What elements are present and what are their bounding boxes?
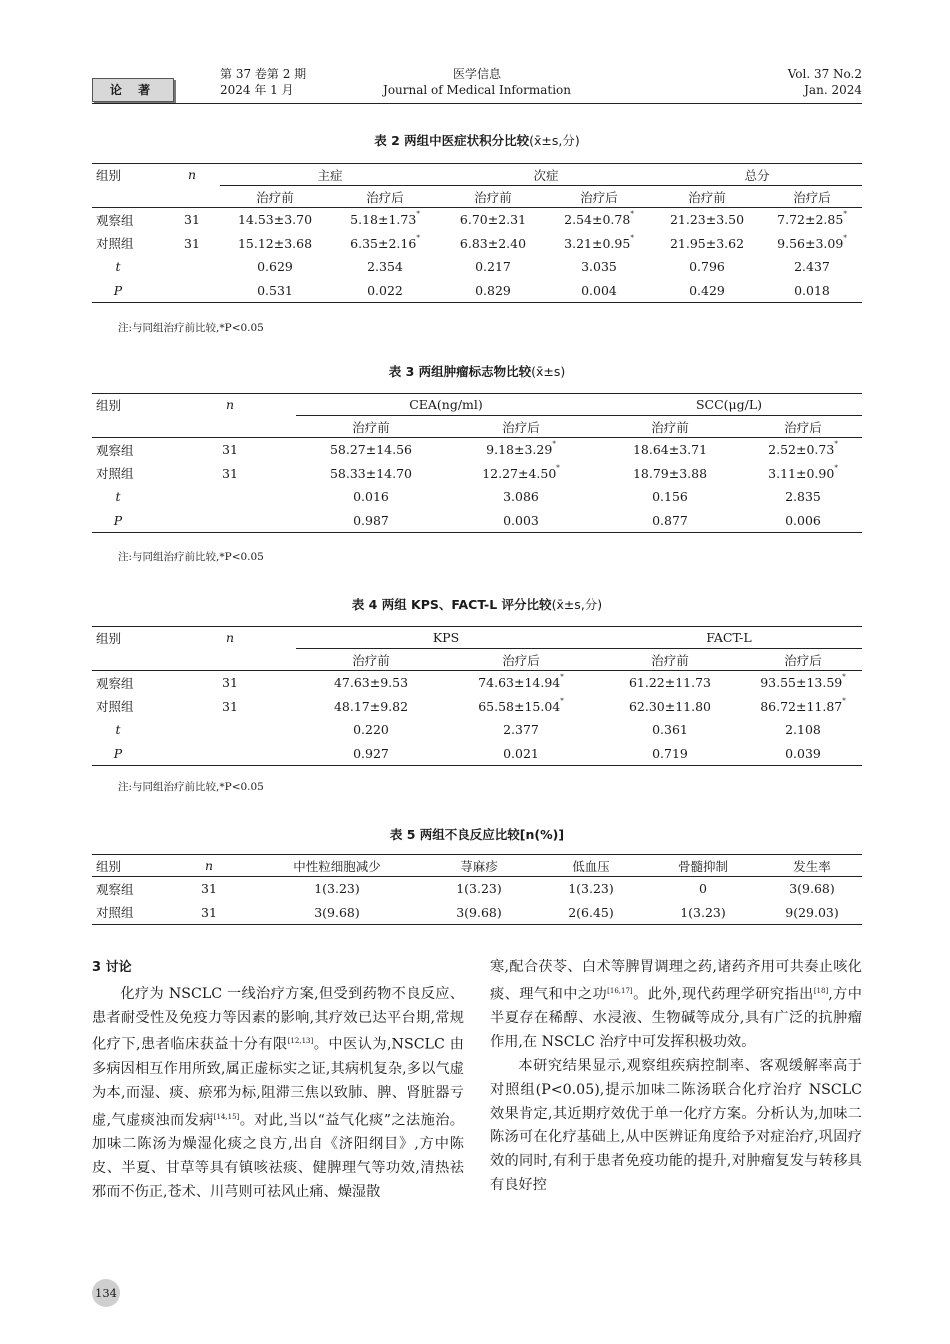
n-cell xyxy=(164,742,296,766)
cell-value: 3.11±0.90 xyxy=(768,465,835,481)
group-header: 次症 xyxy=(440,164,652,186)
significance-mark: * xyxy=(552,440,556,449)
journal-cn: 医学信息 xyxy=(452,67,501,81)
row-label: 观察组 xyxy=(96,212,134,228)
citation: [12,13] xyxy=(287,1037,314,1046)
table-cell xyxy=(546,279,652,303)
text-run: 化疗为 NSCLC 一线治疗方案,但受到药物不良反应、患者耐受性及免疫力等因素的影响,其疗效已达平台期,常规化疗下,患者临床获益十分有限 xyxy=(92,985,464,1054)
citation: [14,15] xyxy=(213,1112,240,1121)
header-journal xyxy=(92,66,862,98)
table2-title-text: 表 2 两组中医症状积分比较 xyxy=(374,133,530,148)
table-row xyxy=(92,438,862,462)
cell-value: 62.30±11.80 xyxy=(628,698,712,714)
cell-value: 5.18±1.73 xyxy=(350,212,417,228)
header-rule xyxy=(92,103,862,104)
table3-title-text: 表 3 两组肿瘤标志物比较 xyxy=(388,364,532,379)
citation: [18] xyxy=(813,986,829,995)
table-cell xyxy=(744,509,862,533)
table-cell: 31 xyxy=(201,881,217,897)
n-cell: 31 xyxy=(222,675,238,691)
blank-cell xyxy=(164,416,296,438)
cell-value: 47.63±9.53 xyxy=(333,675,409,691)
cell-value: 2.835 xyxy=(785,489,821,505)
text-run: 。此外,现代药理学研究指出 xyxy=(632,986,814,1003)
table-cell xyxy=(296,462,446,486)
significance-mark: * xyxy=(416,210,420,219)
cell-value: 3.21±0.95 xyxy=(564,235,631,251)
subcol-header: 治疗前 xyxy=(296,649,446,671)
row-label: P xyxy=(92,279,164,303)
group-header: 主症 xyxy=(220,164,440,186)
table-cell: 3(9.68) xyxy=(789,881,835,897)
table-cell xyxy=(744,485,862,509)
body-paragraph xyxy=(490,956,862,1055)
row-label: 对照组 xyxy=(96,699,134,715)
table-row xyxy=(92,279,862,303)
col-n: n xyxy=(164,855,254,877)
table-cell: 1(3.23) xyxy=(456,881,502,897)
cell-value: 0.361 xyxy=(652,722,688,738)
table-cell xyxy=(652,232,762,256)
col-n: n xyxy=(164,164,220,186)
date-en: Jan. 2024 xyxy=(804,83,862,97)
table5-title xyxy=(92,825,862,843)
cell-value: 0.004 xyxy=(581,282,617,298)
table2-note: 注:与同组治疗前比较,*P<0.05 xyxy=(118,322,264,334)
cell-value: 2.437 xyxy=(794,259,830,275)
table-row xyxy=(92,695,862,719)
table-cell xyxy=(220,208,330,232)
cell-value: 2.377 xyxy=(503,722,539,738)
subcol-header: 治疗前 xyxy=(220,186,330,208)
cell-value: 65.58±15.04 xyxy=(478,698,561,714)
table-row xyxy=(92,232,862,256)
col-group: 组别 xyxy=(92,394,164,416)
table-cell xyxy=(596,485,744,509)
body-paragraph xyxy=(92,983,464,1205)
cell-value: 18.64±3.71 xyxy=(632,442,708,458)
header-volume-en xyxy=(788,66,862,98)
cell-value: 2.354 xyxy=(367,259,403,275)
table-cell xyxy=(446,695,596,719)
group-header: FACT-L xyxy=(596,627,862,649)
cell-value: 0.877 xyxy=(652,512,688,528)
cell-value: 7.72±2.85 xyxy=(777,212,844,228)
subcol-header: 治疗前 xyxy=(652,186,762,208)
table-cell: 1(3.23) xyxy=(314,881,360,897)
table-cell xyxy=(330,255,440,279)
cell-value: 0.429 xyxy=(689,282,725,298)
col-n: n xyxy=(164,627,296,649)
cell-value: 0.003 xyxy=(503,512,539,528)
table-cell xyxy=(446,462,596,486)
group-header: CEA(ng/ml) xyxy=(296,394,596,416)
cell-value: 0.156 xyxy=(652,489,688,505)
cell-value: 15.12±3.68 xyxy=(237,235,313,251)
cell-value: 0.016 xyxy=(353,489,389,505)
cell-value: 48.17±9.82 xyxy=(333,698,409,714)
col-header: 发生率 xyxy=(762,855,862,877)
table3-title xyxy=(92,362,862,380)
n-cell xyxy=(164,485,296,509)
blank-cell xyxy=(92,186,164,208)
table-cell xyxy=(220,255,330,279)
col-header: 骨髓抑制 xyxy=(644,855,762,877)
n-cell: 31 xyxy=(222,465,238,481)
cell-value: 9.18±3.29 xyxy=(486,442,553,458)
significance-mark: * xyxy=(834,463,838,472)
n-cell: 31 xyxy=(222,442,238,458)
row-label: 对照组 xyxy=(96,236,134,252)
col-header: 低血压 xyxy=(538,855,644,877)
table-row xyxy=(92,462,862,486)
n-cell: 31 xyxy=(184,235,200,251)
table-cell xyxy=(546,255,652,279)
cell-value: 0.531 xyxy=(257,282,293,298)
significance-mark: * xyxy=(843,210,847,219)
table-cell xyxy=(744,671,862,695)
cell-value: 93.55±13.59 xyxy=(760,675,843,691)
table3-note: 注:与同组治疗前比较,*P<0.05 xyxy=(118,551,264,563)
table5-title-text: 表 5 两组不良反应比较[n(%)] xyxy=(389,827,565,842)
significance-mark: * xyxy=(556,463,560,472)
table-cell xyxy=(596,462,744,486)
table-cell xyxy=(762,255,862,279)
table-cell xyxy=(446,742,596,766)
cell-value: 14.53±3.70 xyxy=(237,212,313,228)
row-label: P xyxy=(92,742,164,766)
col-group: 组别 xyxy=(92,855,164,877)
body-right-column xyxy=(490,956,862,1198)
table3-title-tail: (x̄±s) xyxy=(531,364,566,379)
group-header: 总分 xyxy=(652,164,862,186)
table-cell xyxy=(220,279,330,303)
cell-value: 3.035 xyxy=(581,259,617,275)
page-number: 134 xyxy=(92,1279,120,1307)
cell-value: 2.54±0.78 xyxy=(564,212,631,228)
col-header: 荨麻疹 xyxy=(420,855,538,877)
row-label: t xyxy=(115,259,121,275)
significance-mark: * xyxy=(842,696,846,705)
n-cell xyxy=(164,509,296,533)
volume-en: Vol. 37 No.2 xyxy=(787,67,862,81)
subcol-header: 治疗前 xyxy=(296,416,446,438)
significance-mark: * xyxy=(834,440,838,449)
table-cell xyxy=(296,485,446,509)
subcol-header: 治疗后 xyxy=(446,416,596,438)
table-cell: 1(3.23) xyxy=(644,901,762,925)
table-cell xyxy=(762,279,862,303)
cell-value: 12.27±4.50 xyxy=(482,465,557,481)
col-header: 中性粒细胞减少 xyxy=(254,855,420,877)
table-cell xyxy=(446,509,596,533)
cell-value: 0.022 xyxy=(367,282,403,298)
table-cell xyxy=(744,695,862,719)
table-cell xyxy=(762,232,862,256)
table-cell xyxy=(446,485,596,509)
table-cell xyxy=(330,279,440,303)
cell-value: 2.52±0.73 xyxy=(768,442,835,458)
section-heading: 3 讨论 xyxy=(92,960,132,975)
significance-mark: * xyxy=(630,233,634,242)
cell-value: 6.83±2.40 xyxy=(459,235,527,251)
table-row xyxy=(92,742,862,766)
table-cell: 0 xyxy=(699,881,707,897)
significance-mark: * xyxy=(560,696,564,705)
table-row xyxy=(92,255,862,279)
significance-mark: * xyxy=(560,673,564,682)
table5 xyxy=(92,854,862,925)
row-label: t xyxy=(115,722,121,738)
table2 xyxy=(92,163,862,303)
page-header xyxy=(92,64,862,104)
cell-value: 3.086 xyxy=(503,489,539,505)
table-cell xyxy=(596,509,744,533)
group-header: SCC(μg/L) xyxy=(596,394,862,416)
table-cell: 2(6.45) xyxy=(538,901,644,925)
cell-value: 0.006 xyxy=(785,512,821,528)
row-label: P xyxy=(92,509,164,533)
table-row xyxy=(92,509,862,533)
table-cell xyxy=(596,671,744,695)
table-row xyxy=(92,208,862,232)
table-row xyxy=(92,485,862,509)
row-label: 对照组 xyxy=(96,466,134,482)
citation: [16,17] xyxy=(607,986,633,995)
journal-en: Journal of Medical Information xyxy=(383,83,571,97)
row-label: 观察组 xyxy=(96,442,134,458)
table-cell: 3(9.68) xyxy=(420,901,538,925)
table4-title-tail: (x̄±s,分) xyxy=(551,597,603,612)
table-cell xyxy=(330,232,440,256)
blank-cell xyxy=(92,416,164,438)
table4-title-text: 表 4 两组 KPS、FACT-L 评分比较 xyxy=(351,597,552,612)
table-cell: 1(3.23) xyxy=(568,881,614,897)
blank-cell xyxy=(164,186,220,208)
cell-value: 2.108 xyxy=(785,722,821,738)
table-cell xyxy=(652,279,762,303)
table-cell xyxy=(652,208,762,232)
cell-value: 58.33±14.70 xyxy=(329,465,413,481)
text-run: 寒,配合茯苓、白术等脾胃调理之药,诸药齐用可共奏止咳化痰、理气和中之功 xyxy=(490,959,862,1003)
n-cell: 31 xyxy=(184,212,200,228)
cell-value: 0.021 xyxy=(503,745,539,761)
n-cell xyxy=(164,279,220,303)
significance-mark: * xyxy=(416,233,420,242)
volume-cn: 第 37 卷第 2 期 xyxy=(220,67,307,81)
table-cell xyxy=(762,208,862,232)
table-cell xyxy=(296,695,446,719)
text-run: 。中医认为,NSCLC 由多病因相互作用所致,属正虚标实之证,其病机复杂,多以气虚为本,而湿、痰、瘀邪为标,阻滞三焦以致肺、脾、肾脏器亏虚,气虚痰浊而发病 xyxy=(92,1037,464,1129)
table-cell xyxy=(744,462,862,486)
cell-value: 61.22±11.73 xyxy=(628,675,712,691)
table-cell xyxy=(440,208,546,232)
body-paragraph: 本研究结果显示,观察组疾病控制率、客观缓解率高于对照组(P<0.05),提示加味二陈汤联合化疗治疗 NSCLC 效果肯定,其近期疗效优于单一化疗方案。分析认为,加味二陈汤可在化疗基础上,从中医辨证角度给予对症治疗,巩固疗效的同时,有利于患者免疫功能的提升,对肿瘤复发与转移具有良好控 xyxy=(490,1057,862,1193)
table-cell xyxy=(296,509,446,533)
table-cell: 31 xyxy=(164,901,254,925)
significance-mark: * xyxy=(630,210,634,219)
subcol-header: 治疗前 xyxy=(596,649,744,671)
table-cell xyxy=(446,438,596,462)
n-cell: 31 xyxy=(222,698,238,714)
col-group: 组别 xyxy=(92,164,164,186)
row-label: t xyxy=(115,489,121,505)
blank-cell xyxy=(164,649,296,671)
table3 xyxy=(92,393,862,533)
table-cell: 3(9.68) xyxy=(254,901,420,925)
table-row xyxy=(92,877,862,901)
cell-value: 0.220 xyxy=(353,722,389,738)
cell-value: 0.217 xyxy=(475,259,511,275)
table-cell xyxy=(596,695,744,719)
cell-value: 0.629 xyxy=(257,259,293,275)
cell-value: 0.796 xyxy=(689,259,725,275)
table-cell xyxy=(440,279,546,303)
cell-value: 21.23±3.50 xyxy=(669,212,745,228)
table-cell xyxy=(744,718,862,742)
cell-value: 21.95±3.62 xyxy=(669,235,745,251)
subcol-header: 治疗后 xyxy=(330,186,440,208)
table4 xyxy=(92,626,862,766)
table-cell xyxy=(596,742,744,766)
table-cell xyxy=(296,718,446,742)
table-cell xyxy=(330,208,440,232)
text-run: ,方中半夏存在稀醇、水浸液、生物碱等成分,具有广泛的抗肿瘤作用,在 NSCLC 治疗中可发挥积极功效。 xyxy=(490,986,862,1051)
table5-rows xyxy=(92,877,862,925)
cell-value: 0.987 xyxy=(353,512,389,528)
body-left-column xyxy=(92,956,464,1204)
table-cell xyxy=(446,671,596,695)
table-cell xyxy=(546,208,652,232)
subcol-header: 治疗后 xyxy=(762,186,862,208)
group-header: KPS xyxy=(296,627,596,649)
cell-value: 0.719 xyxy=(652,745,688,761)
row-label: 观察组 xyxy=(96,675,134,691)
cell-value: 9.56±3.09 xyxy=(777,235,844,251)
table2-title xyxy=(92,131,862,149)
section-tag: 论 著 xyxy=(92,78,174,102)
table-cell xyxy=(296,438,446,462)
table-cell: 9(29.03) xyxy=(762,901,862,925)
subcol-header: 治疗前 xyxy=(440,186,546,208)
table-cell xyxy=(744,742,862,766)
table-cell xyxy=(446,718,596,742)
subcol-header: 治疗后 xyxy=(744,649,862,671)
cell-value: 18.79±3.88 xyxy=(632,465,708,481)
table-cell xyxy=(220,232,330,256)
table4-title xyxy=(92,595,862,613)
cell-value: 58.27±14.56 xyxy=(329,442,413,458)
cell-value: 0.018 xyxy=(794,282,830,298)
significance-mark: * xyxy=(843,233,847,242)
table-cell xyxy=(296,671,446,695)
table-cell xyxy=(652,255,762,279)
subcol-header: 治疗后 xyxy=(744,416,862,438)
table-row xyxy=(92,901,862,925)
n-cell xyxy=(164,718,296,742)
col-n: n xyxy=(164,394,296,416)
subcol-header: 治疗后 xyxy=(446,649,596,671)
blank-cell xyxy=(92,649,164,671)
col-group: 组别 xyxy=(92,627,164,649)
subcol-header: 治疗后 xyxy=(546,186,652,208)
table-cell xyxy=(546,232,652,256)
cell-value: 0.829 xyxy=(475,282,511,298)
subcol-header: 治疗前 xyxy=(596,416,744,438)
table-cell xyxy=(440,255,546,279)
table4-note: 注:与同组治疗前比较,*P<0.05 xyxy=(118,781,264,793)
n-cell xyxy=(164,255,220,279)
table-cell xyxy=(744,438,862,462)
text-run: 。对此,当以“益气化痰”之法施治。加味二陈汤为燥湿化痰之良方,出自《济阳纲目》,方中陈皮、半夏、甘草等具有镇咳祛痰、健脾理气等功效,清热祛邪而不伤正,苍术、川芎则可祛风止痛、燥湿散 xyxy=(92,1112,464,1200)
table2-title-tail: (x̄±s,分) xyxy=(529,133,580,148)
table-cell xyxy=(596,718,744,742)
table-row xyxy=(92,718,862,742)
cell-value: 86.72±11.87 xyxy=(760,698,843,714)
row-label: 对照组 xyxy=(92,901,164,925)
date-cn: 2024 年 1 月 xyxy=(220,83,294,97)
cell-value: 6.70±2.31 xyxy=(459,212,527,228)
significance-mark: * xyxy=(842,673,846,682)
cell-value: 0.039 xyxy=(785,745,821,761)
cell-value: 6.35±2.16 xyxy=(350,235,417,251)
cell-value: 0.927 xyxy=(353,745,389,761)
table-cell xyxy=(296,742,446,766)
table-cell xyxy=(440,232,546,256)
table-cell xyxy=(596,438,744,462)
cell-value: 74.63±14.94 xyxy=(478,675,561,691)
row-label: 观察组 xyxy=(96,881,134,897)
table-row xyxy=(92,671,862,695)
